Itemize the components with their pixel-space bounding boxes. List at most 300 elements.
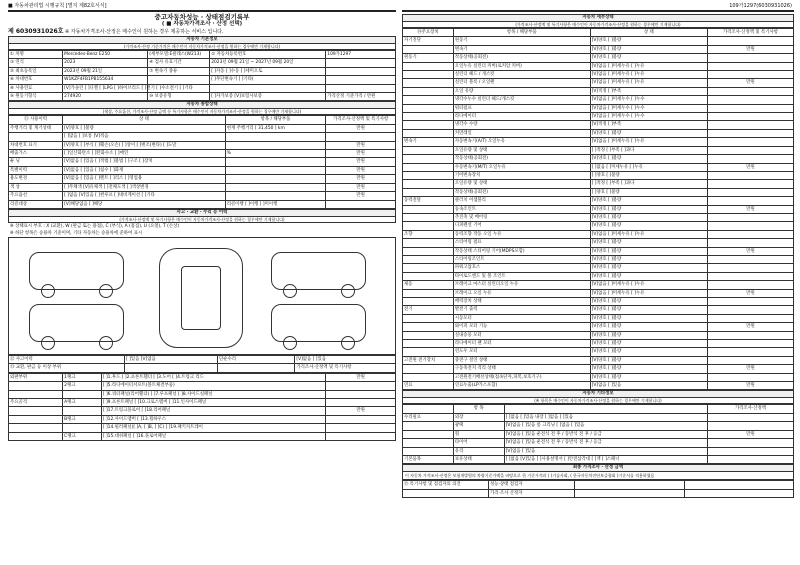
table-header-row [403,405,794,413]
table-cell: 리콜대상 [9,200,63,208]
table-cell: 단순수리 [217,355,294,363]
table-row [9,415,396,423]
table-cell [403,289,454,297]
table-cell: 차대번호 표기 [9,141,63,149]
table-row [403,104,794,112]
table-cell [403,71,454,79]
table-row [403,489,794,497]
table-cell [707,413,793,421]
table-row [403,129,794,137]
table-cell [707,213,793,221]
table-cell: ⑦ 변속기 종류 [148,67,210,75]
table-cell: 주행거리 및 계기상태 [9,124,63,132]
car-cabin [181,266,221,330]
table-cell: 충전구 절연 상태 [453,356,590,364]
record-number: 109가1297(6030931026) [729,3,792,9]
page-subtitle: ( ■ 자동차가격조사 · 산정 선택) [161,21,243,27]
table-cell: 오일유량 및 상태 [453,180,590,188]
table-cell [63,407,102,415]
table-cell [707,331,793,339]
table-cell: 만원 [326,150,396,158]
table-cell [403,323,454,331]
table-cell [707,129,793,137]
table-cell: [V]없음 [ ]미세누유 [ ]누유 [590,230,707,238]
table-cell [707,96,793,104]
table-cell [9,432,63,440]
table-row [403,430,794,438]
table-cell: 가격·조사 산정자 [489,489,575,497]
table-cell: 만원 [707,163,793,171]
table-cell: 자기진단 [403,37,454,45]
table-cell: 만원 [707,205,793,213]
table-cell [707,180,793,188]
table-cell [225,141,326,149]
table-cell: 제동 [403,281,454,289]
table-cell: [V]없음 [ ]있음 [504,447,707,455]
table-cell [403,113,454,121]
table-cell [148,76,210,84]
detail-sub: (가격조사·산정액 및 특기사항은 매수인이 자동차가격조사·산정을 원하는 경우에만 기재합니다) [402,22,794,28]
table-row [9,390,396,398]
basic-info-sub: (가격조사·산정 기준가격은 매수인이 자동차가격조사·산정을 원하는 경우에만 기재합니다) [8,44,396,50]
table-header-cell: ⑪ 사용이력 [9,116,63,124]
table-cell [403,247,454,255]
table-cell [707,138,793,146]
table-row [403,348,794,356]
table-cell [707,348,793,356]
table-row [9,373,396,381]
table-cell: 가격조사·산정액 및 특기사항 [295,364,396,372]
table-cell [707,298,793,306]
table-cell: 만원 [707,45,793,53]
table-row [403,439,794,447]
table-cell [326,76,396,84]
table-cell [326,67,396,75]
table-cell [403,121,454,129]
table-cell [403,430,454,438]
table-header-cell: 항 목 [453,405,504,413]
table-cell [403,163,454,171]
table-cell [9,415,63,423]
table-row [403,79,794,87]
table-cell: % [225,150,326,158]
legend-line: ※ 상태표시 부호 : X (교환), W (판금 또는 용접), C (부식), A (흠집), U (요철), T (손상) [10,223,180,229]
table-cell: 스티어링 펌프 [453,239,590,247]
table-cell [403,447,454,455]
table-row [403,264,794,272]
table-cell: [V]없음 [ ]미세누수 [ ]누수 [590,113,707,121]
table-row [403,37,794,45]
table-cell: 등속조인트 [453,205,590,213]
table-cell [403,104,454,112]
table-cell [125,364,218,372]
table-cell: 2023년 09월 21일 ~ 2027년 09월 20일 [210,59,326,67]
table-cell [707,340,793,348]
rule-right [402,10,794,12]
table-row [9,93,396,101]
table-cell: [ ]무채색 [V]유채색 [ ]전체도색 [ ]색상변경 [63,183,226,191]
table-cell: [V]양호 [ ]불량 [590,306,707,314]
table-cell: [ ]없음 [ ]있음 내장 [ ]없음 [ ]있음 [504,413,707,421]
table-row [9,432,396,440]
table-cell: [V]양호 [ ]불량 [590,298,707,306]
table-cell [707,37,793,45]
table-row [403,180,794,188]
table-cell: [V]양호 [ ]불량 [590,323,707,331]
table-cell [707,155,793,163]
table-cell: [V]양호 [ ]불량 [590,331,707,339]
table-cell: [V]없음 [ ]미세누유 [ ]누유 [590,138,707,146]
table-cell: [V]양호 [ ]불량 [590,54,707,62]
table-row [9,166,396,174]
table-cell: 오일누유 실린더 커버(로커암 커버) [453,62,590,70]
table-cell: [V]없음 [ ]있음 [295,355,396,363]
table-row [9,200,396,208]
table-cell: A랭크 [63,398,102,406]
table-cell [403,340,454,348]
table-cell: 원동기 [403,54,454,62]
table-cell: ⑫ 사고이력 [9,355,125,363]
table-cell: Mercedes-Benz E250 [63,51,148,59]
table-row [403,171,794,179]
table-cell [403,146,454,154]
wheel-icon [99,284,113,298]
table-cell: [ ]12.사이드멤버 [ ]13.휠하우스 [101,415,325,423]
table-cell: [V]없음 [ ]있음 운전석 전 후 / 동반석 전 후 / 응급 [504,430,707,438]
table-cell [217,364,294,372]
table-cell: ⑮ 특기사항 및 점검자의 의견 [403,481,489,489]
table-cell: [V]없음 [ ]미세누유 [ ]누유 [590,62,707,70]
table-row [9,183,396,191]
table-cell: 워터펌프 [453,104,590,112]
detail-bar: 자동차 세부상태 [402,14,794,22]
table-cell: 브레이크 마스터 실린더오일 누유 [453,281,590,289]
table-cell: [ ]6.쿼터패널(리어휀더) [ ]7.루프패널 [ ]8.사이드실패널 [101,390,325,398]
table-row [403,146,794,154]
parts-table [8,373,396,441]
table-cell: [ ]적정 [ ]부족 [ ]과다 [590,180,707,188]
table-cell: 전기 [403,306,454,314]
table-cell [403,96,454,104]
table-cell: 파워고압호스 [453,264,590,272]
table-cell [707,197,793,205]
table-row [403,121,794,129]
table-cell: 구동축전지 격리 상태 [453,365,590,373]
table-cell [707,373,793,381]
table-cell: 2랭크 [63,382,102,390]
table-cell: [V]양호 [ ]불량 [63,124,226,132]
table-cell: 브레이크 오일 누유 [453,289,590,297]
table-header-cell: 상 태 [63,116,226,124]
table-cell [707,113,793,121]
table-cell [707,71,793,79]
table-cell: 동력조향 작동 오일 누유 [453,230,590,238]
table-cell [403,79,454,87]
table-cell: 2023년 09월 21일 [63,67,148,75]
table-cell: 작동상태(공회전) [453,155,590,163]
left-panel [8,14,396,441]
table-cell [575,489,684,497]
table-row [403,255,794,263]
table-row [403,163,794,171]
table-cell: 와이퍼 모터 기능 [453,323,590,331]
table-row [403,96,794,104]
table-header-cell [504,405,707,413]
table-row [403,45,794,53]
rule-left [8,10,396,12]
table-row [403,331,794,339]
table-cell [225,183,326,191]
table-cell: [V]양호 [ ]불량 [590,239,707,247]
wheel-icon [283,336,297,350]
table-cell: 시동모터 [453,314,590,322]
accident-table [8,355,396,373]
table-cell: 현재 주행거리 [ 31,450 ] km [225,124,326,132]
table-cell: 만원 [707,289,793,297]
wheel-icon [41,284,55,298]
table-cell: [V]양호 [ ]불량 [590,340,707,348]
foot-table [402,480,794,498]
table-cell: [V]양호 [ ]불량 [590,348,707,356]
table-cell: 연료누출(LP가스포함) [453,382,590,390]
table-cell [403,373,454,381]
table-cell: 변속기 [453,45,590,53]
table-cell: 리콜이행 [ ]이행 [ ]미이행 [225,200,326,208]
table-row [403,306,794,314]
table-cell: 커먼레일 [453,129,590,137]
table-header-row [403,29,794,37]
table-cell: [V]양호 [ ]불량 [590,37,707,45]
table-cell: [V]가솔린 [ ]디젤 [ ]LPG [ ]하이브리드 [ ]전기 [ ]수소전기 [ ]기타 [64,85,193,91]
table-cell: 휠 [453,430,504,438]
table-cell: 디퍼렌셜 기어 [453,222,590,230]
table-cell: ⑤ 최초등록일 [9,67,63,75]
table-cell: ⑨ 원동기형식 [9,93,63,101]
table-cell [210,84,326,92]
table-cell: 외판부위 [9,373,63,381]
table-cell [326,432,396,440]
table-cell: 성능·상태 점검자 [489,481,575,489]
table-cell [326,84,396,92]
table-cell: 작동상태 스티어링 기어(MDPS포함) [453,247,590,255]
form-reference: ■ 자동차관리법 시행규칙 [별지 제82호서식] [8,3,107,9]
table-cell: ⑬ 교환, 판금 등 이상 부위 [9,364,125,372]
table-cell: [V]없음 [ ]미세누유 [ ]누유 [590,289,707,297]
table-cell: 자동변속기(A/T) 오일누유 [453,138,590,146]
table-cell: 배출가스 [9,150,63,158]
table-cell: [ ]있음 [V]없음 [125,355,218,363]
table-cell: [ ]없음 [ ]미세누유 [ ]누유 [590,163,707,171]
table-cell: [ ]15.대쉬패널 [ ]16.플로어패널 [101,432,325,440]
table-cell [326,133,396,141]
table-cell: [ ]9.프론트패널 [ ]10.크로스멤버 [ ]11.인사이드패널 [101,398,325,406]
table-cell: [ ]14.필러패널([ ]A, [ ]B, [ ]C) [ ]19.패키지트레이 [101,424,325,432]
table-cell: 발전기 출력 [453,306,590,314]
table-cell [9,407,63,415]
table-cell: [ ]많음 [ ]보통 [V]적음 [63,133,226,141]
table-cell: [V]없음 [ ]있음 [590,382,707,390]
general-table [8,115,396,208]
table-cell: [V]없음 [ ]있음 운전석 전 후 / 동반석 전 후 / 응급 [504,439,707,447]
table-cell: [ ]17.트렁크플로어 [ ]18.리어패널 [101,407,325,415]
table-cell: 만원 [326,192,396,200]
accident-sub: (가격조사·산정액 및 특기사항은 매수인이 자동차가격조사·산정을 원하는 경우에만 기재합니다) [8,217,396,223]
table-row [403,455,794,463]
table-row [403,272,794,280]
table-cell: 만원 [326,166,396,174]
table-row [403,230,794,238]
table-cell: (세부모델:E클래스(W213) [148,51,210,59]
table-cell: 만원 [707,247,793,255]
table-cell [63,424,102,432]
basic-table [8,50,396,101]
table-cell: [V]양호 [ ]불량 [590,205,707,213]
table-cell [9,424,63,432]
table-row [9,124,396,132]
table-cell: [V]양호 [ ]불량 [590,155,707,163]
table-row [403,205,794,213]
table-row [9,382,396,390]
table-cell: 라디에이터 팬 모터 [453,340,590,348]
table-row [9,355,396,363]
table-cell: ③ 연식 [9,59,63,67]
table-cell: [V]양호 [ ]불량 [590,365,707,373]
table-cell [707,62,793,70]
basic-info-bar: 자동차 기본정보 [8,36,396,44]
table-row [403,222,794,230]
table-cell [326,415,396,423]
table-row [9,192,396,200]
table-cell [9,133,63,141]
table-cell [403,87,454,95]
table-cell [326,59,396,67]
cost-text: 이 자동차 가격조사·산정은 보험개발원의 차량기준가액을 바탕으로 한 기준가격과 ( )기술사회, ( 한국자동차진단보증협회 )기준서를 적용하였음 [402,472,794,480]
table-cell [707,222,793,230]
table-cell [403,331,454,339]
table-cell: [V]양호 [ ]불량 [590,247,707,255]
table-row [403,481,794,489]
table-cell: 수동변속기(M/T) 오일누유 [453,163,590,171]
table-row [403,113,794,121]
table-row [403,356,794,364]
table-header-row [9,116,396,124]
table-cell [403,264,454,272]
table-cell [225,166,326,174]
table-cell [575,481,684,489]
table-cell [403,314,454,322]
table-cell: [ ]적정 [ ]부족 [ ]과다 [590,146,707,154]
wheel-icon [41,336,55,350]
table-row [9,175,396,183]
table-header-cell: 가격조사·산정액 [707,405,793,413]
table-cell: [V]없음 [ ]미세누유 [ ]누유 [590,79,707,87]
table-row [403,155,794,163]
table-cell [707,255,793,263]
table-cell [403,45,454,53]
table-cell: C랭크 [63,432,102,440]
table-row [403,365,794,373]
table-cell [225,192,326,200]
table-cell: ⑥ 차대번호 [9,76,63,84]
table-cell: 만원 [326,407,396,415]
table-cell [707,171,793,179]
table-row [403,213,794,221]
table-row [403,138,794,146]
general-sub: (색상, 주요옵션, 가격조사·산정 금액 등 특기사항은 매수인이 자동차가격조사·산정을 원하는 경우에만 기재합니다) [8,109,396,115]
table-cell: 타이로드엔드 및 볼 조인트 [453,272,590,280]
table-cell: 작동상태(공회전) [453,54,590,62]
table-cell: [ ]양호 [ ]불량 [590,188,707,196]
table-cell [403,348,454,356]
table-row [9,51,396,59]
table-cell [403,422,454,430]
table-cell: ② 자동차등록번호 [210,51,326,59]
table-row [9,84,396,92]
table-cell: 만원 [326,141,396,149]
table-row [403,87,794,95]
table-cell: [ ]없음 [V]있음 [ ]썬루프 [ ]네비게이션 [ ]기타 [63,192,226,200]
table-cell [707,306,793,314]
table-cell: 외장 [453,413,504,421]
table-row [9,424,396,432]
table-cell [403,489,489,497]
table-cell [707,146,793,154]
table-row [403,314,794,322]
table-cell [225,158,326,166]
doc-notice: ※ 자동차가격조사·산정은 매수인이 원하는 경우 제공하는 서비스 입니다. [65,29,224,35]
table-row [403,323,794,331]
table-cell: [V]적정 [ ]부족 [590,87,707,95]
table-row [9,76,396,84]
table-header-cell: 상 태 [590,29,707,37]
table-cell: 클러치 어셈블리 [453,197,590,205]
table-cell [403,205,454,213]
table-cell: [V]없음 [ ]미세누수 [ ]누수 [590,104,707,112]
table-row [9,398,396,406]
table-row [403,298,794,306]
table-cell: 기본품목 [403,455,454,463]
table-row [403,247,794,255]
table-cell: [ ]자가보증 [V]보험사보증 [210,93,326,101]
table-cell: [V]양호 [ ]불량 [590,213,707,221]
wheel-icon [341,336,355,350]
general-bar: 자동차 종합상태 [8,101,396,109]
table-cell: 조향 [403,230,454,238]
table-cell: [V]양호 [ ]불량 [590,356,707,364]
table-row [9,364,396,372]
table-cell: [V]없음 [ ]미세누수 [ ]누수 [590,96,707,104]
other-table [402,404,794,464]
table-row [9,407,396,415]
table-cell: 만원 [326,124,396,132]
table-cell [403,171,454,179]
table-cell [326,424,396,432]
table-cell: 274920 [63,93,148,101]
table-cell: [V]없음 [ ]미세누유 [ ]누유 [590,281,707,289]
table-cell: 109가1297 [326,51,396,59]
table-cell: 오일유량 및 상태 [453,146,590,154]
table-cell: [V]양호 [ ]불량 [590,197,707,205]
table-cell [707,239,793,247]
table-cell: 작동상태(공회전) [453,188,590,196]
table-cell: [ ]무단변속기 [ ]기타( [210,76,326,84]
table-cell [403,180,454,188]
table-cell [707,356,793,364]
table-cell [707,264,793,272]
table-row [403,382,794,390]
table-cell: [ ]1.후드 [ ]2.프론트휀더 [ ]3.도어 [ ]4.트렁크 리드 [101,373,325,381]
table-cell [403,129,454,137]
